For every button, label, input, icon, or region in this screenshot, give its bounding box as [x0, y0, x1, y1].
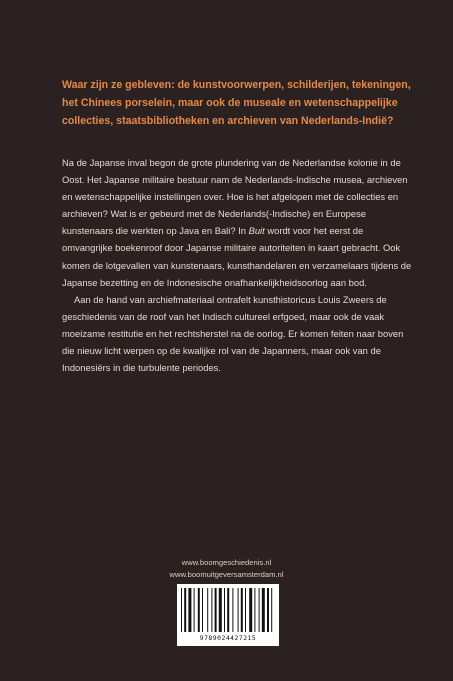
book-title: Buit	[248, 225, 265, 237]
blurb-paragraph-2: Aan de hand van archiefmateriaal ontrafelt kunsthistoricus Louis Zweers de geschiedenis van de roof van het Indisch cultureel erfgoed, maar ook de vaak moeizame restitutie en het rechtsherstel na de oorlog. Er komen feiten naar boven die nieuw licht werpen op de kwalijke rol van de Japanners, maar ook van de Indonesiërs in die turbulente periodes.	[62, 293, 404, 374]
lead-question: Waar zijn ze gebleven: de kunstvoorwerpen, schilderijen, tekeningen, het Chinees porselein, maar ook de museale en wetenschappelijke collecties, staatsbibliotheken en archieven van Nederlands-Indië?	[62, 79, 411, 127]
publisher-urls	[0, 557, 453, 581]
blurb	[62, 154, 414, 376]
url-boomgeschiedenis: www.boomgeschiedenis.nl	[181, 558, 272, 567]
barcode	[177, 584, 279, 646]
url-boomuitgevers: www.boomuitgeversamsterdam.nl	[169, 570, 284, 579]
barcode-bars	[181, 588, 275, 634]
blurb-paragraph-1: Na de Japanse inval begon de grote plundering van de Nederlandse kolonie in de Oost. Het Japanse militaire bestuur nam de Nederlands-Indische musea, archieven en wetenschappelijke instellingen over. Hoe is het afgelopen met de collecties en archieven? Wat is er gebeurd met de Nederlands(-Indische) en Europese kunstenaars die werkten op Java en Bali? In Buit wordt voor het eerst de omvangrijke boekenroof door Japanse militaire autoriteiten in kaart gebracht. Ook komen de lotgevallen van kunstenaars, kunsthandelaren en verzamelaars tijdens de Japanse bezetting en de Indonesische onafhankelijkheidsoorlog aan bod.	[62, 157, 412, 288]
isbn-number: 9789024427215	[199, 634, 257, 642]
